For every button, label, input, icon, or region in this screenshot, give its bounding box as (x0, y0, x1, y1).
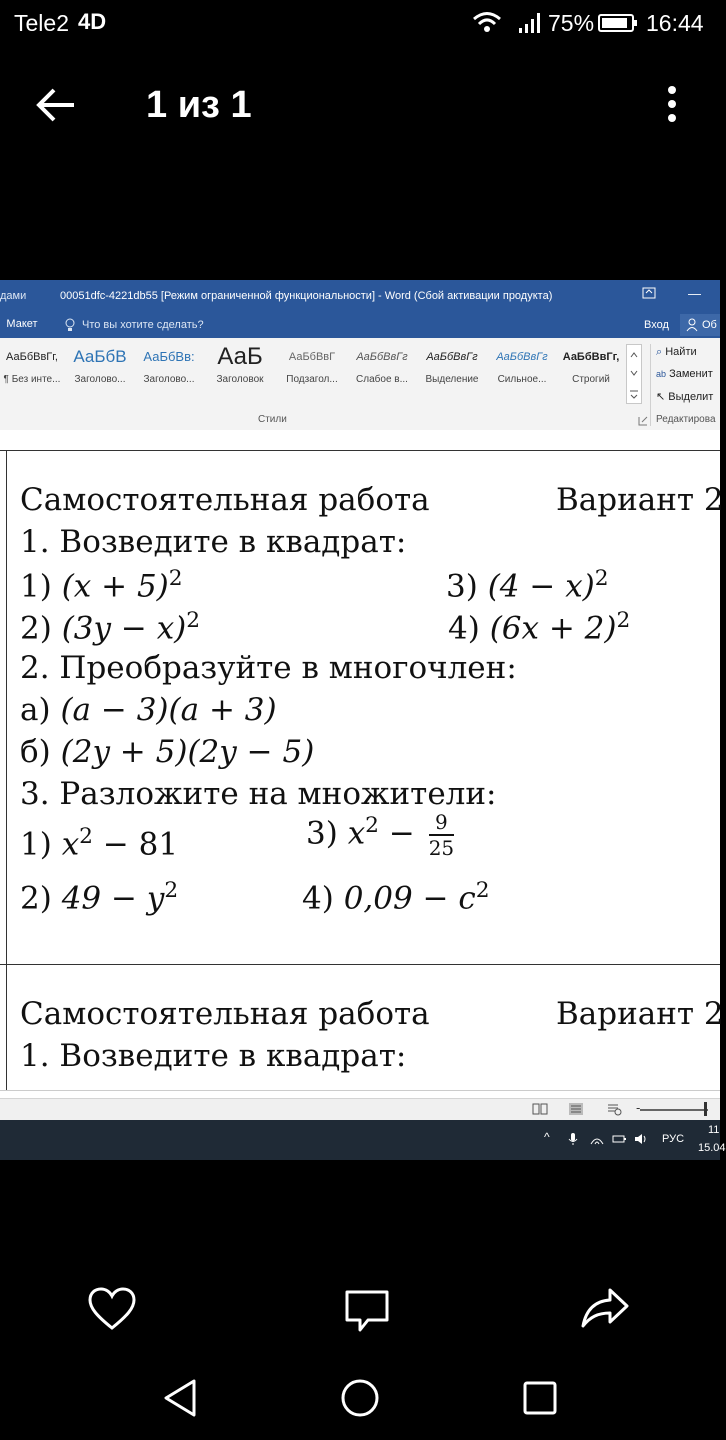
titlebar-left-text: дами (0, 290, 27, 302)
item-label: 2) (20, 610, 52, 647)
item-label: б) (20, 734, 51, 770)
variant-label-2: Вариант 2 (556, 996, 724, 1032)
item-label: а) (20, 692, 51, 728)
minimize-icon: — (688, 286, 701, 301)
nav-home-icon[interactable] (340, 1378, 380, 1418)
style-strong (558, 344, 624, 404)
zoom-slider (640, 1109, 708, 1111)
image-counter: 1 из 1 (146, 84, 252, 126)
exponent: 2 (365, 813, 379, 839)
cursor-icon: ↖ (656, 391, 666, 403)
style-no-spacing (0, 344, 64, 404)
style-sample: АаБбВвГг (356, 351, 408, 363)
worksheet-title: Самостоятельная работа (20, 482, 430, 518)
exponent: 2 (594, 566, 609, 591)
task-3-heading: 3. Разложите на множители: (20, 776, 497, 812)
document-area (0, 430, 724, 1090)
windows-taskbar (0, 1120, 726, 1160)
replace-label: Заменит (669, 368, 713, 380)
style-heading-1 (66, 344, 134, 404)
task-2-item-a (20, 692, 277, 728)
fraction-numerator: 9 (429, 810, 454, 836)
style-title (204, 344, 276, 404)
style-name: ¶ Без инте... (3, 374, 61, 385)
screenshot-image[interactable] (0, 280, 726, 1160)
expression: (3y − x) (61, 610, 187, 647)
tray-time: 11 (708, 1124, 720, 1136)
expression-rest: − 81 (92, 826, 179, 863)
person-icon (686, 318, 698, 332)
exponent: 2 (186, 608, 201, 633)
editing-group-label: Редактирова (656, 414, 716, 425)
battery-tray-icon (612, 1132, 626, 1146)
task-3-item-4 (302, 878, 490, 916)
network-icon (590, 1132, 604, 1146)
replace-icon: ab (656, 369, 667, 379)
signal-icon (518, 12, 544, 34)
exponent: 2 (79, 824, 93, 849)
expression: 0,09 − c (343, 880, 476, 917)
style-sample: АаБбВвГг (496, 351, 548, 363)
page-break-line (0, 964, 720, 965)
task-1-heading: 1. Возведите в квадрат: (20, 524, 407, 560)
battery-percent: 75% (548, 10, 595, 36)
task-1-heading-2: 1. Возведите в квадрат: (20, 1038, 407, 1074)
zoom-thumb (704, 1102, 707, 1116)
network-type: 4D (78, 9, 107, 34)
carrier-name: Tele2 (14, 10, 69, 36)
style-intense-emphasis (488, 344, 556, 404)
group-divider (650, 344, 651, 426)
sign-in-link: Вход (644, 319, 669, 331)
style-name: Подзагол... (286, 374, 338, 385)
style-name: Заголовок (216, 374, 264, 385)
style-name: Выделение (425, 374, 479, 385)
ribbon-tabs (0, 310, 720, 338)
clock: 16:44 (646, 10, 704, 36)
expression: (6x + 2) (489, 610, 617, 647)
item-label: 4) (302, 880, 334, 917)
zoom-out-icon: - (636, 1101, 641, 1115)
task-1-item-1 (20, 566, 183, 604)
item-label: 1) (20, 826, 52, 863)
style-subtitle (278, 344, 346, 404)
fraction-denominator: 25 (428, 836, 455, 860)
gallery-scroll-icon (626, 344, 642, 404)
input-language: РУС (662, 1133, 685, 1145)
page-border-left (6, 450, 7, 1090)
back-arrow-icon[interactable] (34, 86, 76, 124)
select-label: Выделит (668, 391, 714, 403)
style-name: Заголово... (74, 374, 126, 385)
task-3-item-3 (306, 810, 454, 860)
nav-recents-icon[interactable] (522, 1380, 558, 1416)
heart-icon[interactable] (87, 1286, 137, 1332)
page-border-top (0, 450, 720, 451)
expression-base: x (347, 815, 366, 852)
task-2-item-b (20, 734, 314, 770)
web-layout-icon (606, 1102, 622, 1116)
microphone-icon (566, 1132, 580, 1146)
exponent: 2 (164, 878, 179, 903)
nav-back-icon[interactable] (162, 1378, 198, 1418)
item-label: 2) (20, 880, 52, 917)
document-title: 00051dfc-4221db55 [Режим ограниченной функциональности] - Word (Сбой активации продукта) (60, 290, 553, 302)
item-label: 4) (448, 610, 480, 647)
exponent: 2 (168, 566, 183, 591)
more-options-icon[interactable] (660, 84, 684, 124)
style-heading-2 (136, 344, 202, 404)
dialog-launcher-icon (638, 416, 648, 426)
word-title-bar (0, 280, 720, 310)
styles-group-label: Стили (258, 414, 287, 425)
expression: (2y + 5)(2y − 5) (60, 734, 315, 770)
read-mode-icon (532, 1102, 548, 1116)
style-sample: АаБбВвГ (288, 351, 336, 363)
wifi-icon (472, 10, 502, 34)
fraction (429, 810, 454, 860)
find-command (656, 346, 697, 359)
comment-icon[interactable] (342, 1288, 392, 1334)
lightbulb-icon (64, 318, 76, 332)
expression: (x + 5) (61, 568, 169, 605)
style-subtle-emphasis (348, 344, 416, 404)
share-label: Об (702, 319, 717, 331)
exponent: 2 (475, 878, 490, 903)
expression: (a − 3)(a + 3) (60, 692, 277, 728)
ribbon (0, 338, 720, 431)
item-label: 3) (306, 815, 338, 852)
share-button (680, 314, 720, 336)
style-name: Слабое в... (356, 374, 408, 385)
style-name: Сильное... (497, 374, 547, 385)
variant-label: Вариант 2 (556, 482, 724, 518)
task-3-item-1 (20, 824, 178, 862)
style-sample: АаБбВвГг (426, 351, 478, 363)
task-1-item-4 (448, 608, 630, 646)
task-1-item-2 (20, 608, 200, 646)
word-status-bar (0, 1098, 720, 1121)
task-3-item-2 (20, 878, 178, 916)
item-label: 1) (20, 568, 52, 605)
expression: (4 − x) (487, 568, 595, 605)
print-layout-icon (568, 1102, 584, 1116)
minus-sign: − (378, 815, 415, 852)
item-label: 3) (446, 568, 478, 605)
find-label: Найти (665, 346, 697, 358)
replace-command (656, 368, 713, 380)
style-sample: АаБбВ (73, 347, 127, 366)
ribbon-display-icon (642, 287, 656, 299)
status-bar (0, 0, 720, 50)
select-command (656, 390, 713, 403)
exponent: 2 (616, 608, 631, 633)
search-icon: ⌕ (656, 346, 663, 358)
share-icon[interactable] (580, 1286, 630, 1332)
tab-layout: Макет (6, 318, 38, 330)
chevron-up-icon: ^ (544, 1130, 550, 1144)
style-sample: АаБбВвГг, (6, 351, 58, 363)
style-name: Строгий (572, 374, 610, 385)
worksheet-title-2: Самостоятельная работа (20, 996, 430, 1032)
volume-icon (634, 1132, 648, 1146)
expression: 49 − y (61, 880, 165, 917)
tell-me-box: Что вы хотите сделать? (82, 319, 204, 331)
battery-icon (598, 14, 638, 32)
tray-date: 15.04 (698, 1142, 726, 1154)
style-emphasis (418, 344, 486, 404)
task-2-heading: 2. Преобразуйте в многочлен: (20, 650, 517, 686)
style-sample: АаБ (217, 343, 263, 370)
style-sample: АаБбВвГг, (562, 351, 620, 363)
expression-base: x (61, 826, 80, 863)
style-name: Заголово... (143, 374, 195, 385)
style-sample: АаБбВв: (143, 349, 195, 364)
task-1-item-3 (446, 566, 609, 604)
